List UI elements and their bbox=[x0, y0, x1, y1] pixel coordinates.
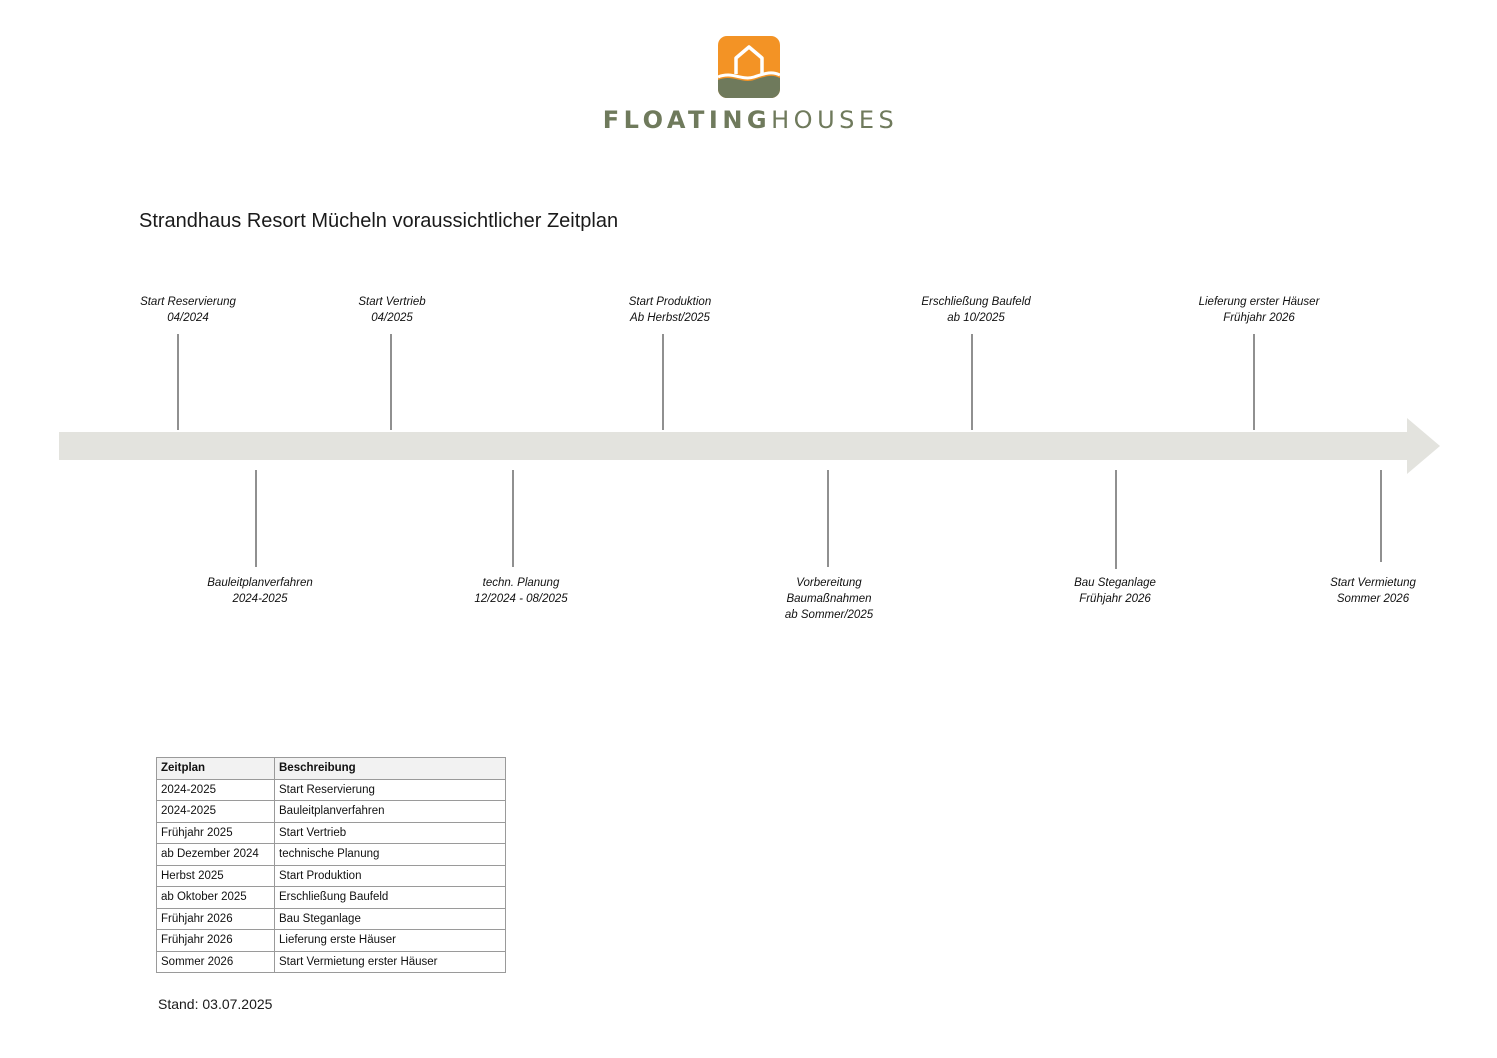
cell-beschreibung: Lieferung erste Häuser bbox=[275, 930, 506, 952]
milestone-label-top: Start Produktion Ab Herbst/2025 bbox=[628, 296, 712, 324]
table-row bbox=[157, 779, 506, 801]
milestone-label-top: Start Reservierung 04/2024 bbox=[140, 296, 236, 324]
cell-zeitplan: Frühjahr 2026 bbox=[157, 908, 275, 930]
column-header-beschreibung: Beschreibung bbox=[275, 758, 506, 780]
milestone-label-top: Start Vertrieb 04/2025 bbox=[358, 296, 426, 324]
timeline-arrow bbox=[59, 418, 1440, 474]
cell-beschreibung: Bauleitplanverfahren bbox=[275, 801, 506, 823]
table-row bbox=[157, 822, 506, 844]
cell-beschreibung: Start Produktion bbox=[275, 865, 506, 887]
cell-zeitplan: ab Oktober 2025 bbox=[157, 887, 275, 909]
schedule-table bbox=[156, 757, 506, 973]
table-row bbox=[157, 865, 506, 887]
brand-name-light: HOUSES bbox=[771, 106, 899, 134]
cell-zeitplan: 2024-2025 bbox=[157, 779, 275, 801]
cell-beschreibung: technische Planung bbox=[275, 844, 506, 866]
cell-zeitplan: ab Dezember 2024 bbox=[157, 844, 275, 866]
brand-name-bold: FLOATING bbox=[602, 106, 772, 134]
table-row bbox=[157, 887, 506, 909]
cell-zeitplan: Sommer 2026 bbox=[157, 951, 275, 973]
cell-beschreibung: Start Reservierung bbox=[275, 779, 506, 801]
milestone-label-bottom: Start Vermietung Sommer 2026 bbox=[1330, 577, 1416, 605]
milestone-label-top: Lieferung erster Häuser Frühjahr 2026 bbox=[1198, 296, 1320, 324]
milestone-label-top: Erschließung Baufeld ab 10/2025 bbox=[921, 296, 1031, 324]
cell-beschreibung: Start Vertrieb bbox=[275, 822, 506, 844]
milestone-label-bottom: techn. Planung 12/2024 - 08/2025 bbox=[474, 577, 568, 605]
cell-zeitplan: 2024-2025 bbox=[157, 801, 275, 823]
table-row bbox=[157, 930, 506, 952]
cell-zeitplan: Frühjahr 2026 bbox=[157, 930, 275, 952]
milestone-label-bottom: Bau Steganlage Frühjahr 2026 bbox=[1074, 577, 1156, 605]
milestone-label-bottom: Vorbereitung Baumaßnahmen ab Sommer/2025 bbox=[784, 577, 874, 621]
cell-beschreibung: Erschließung Baufeld bbox=[275, 887, 506, 909]
cell-beschreibung: Bau Steganlage bbox=[275, 908, 506, 930]
milestone-label-bottom: Bauleitplanverfahren 2024-2025 bbox=[207, 577, 313, 605]
table-row bbox=[157, 801, 506, 823]
table-row bbox=[157, 844, 506, 866]
column-header-zeitplan: Zeitplan bbox=[157, 758, 275, 780]
stand-date: Stand: 03.07.2025 bbox=[158, 996, 273, 1012]
table-row bbox=[157, 951, 506, 973]
page-title: Strandhaus Resort Mücheln voraussichtlicher Zeitplan bbox=[139, 210, 619, 232]
cell-beschreibung: Start Vermietung erster Häuser bbox=[275, 951, 506, 973]
table-row bbox=[157, 908, 506, 930]
cell-zeitplan: Frühjahr 2025 bbox=[157, 822, 275, 844]
table-header-row bbox=[157, 758, 506, 780]
cell-zeitplan: Herbst 2025 bbox=[157, 865, 275, 887]
